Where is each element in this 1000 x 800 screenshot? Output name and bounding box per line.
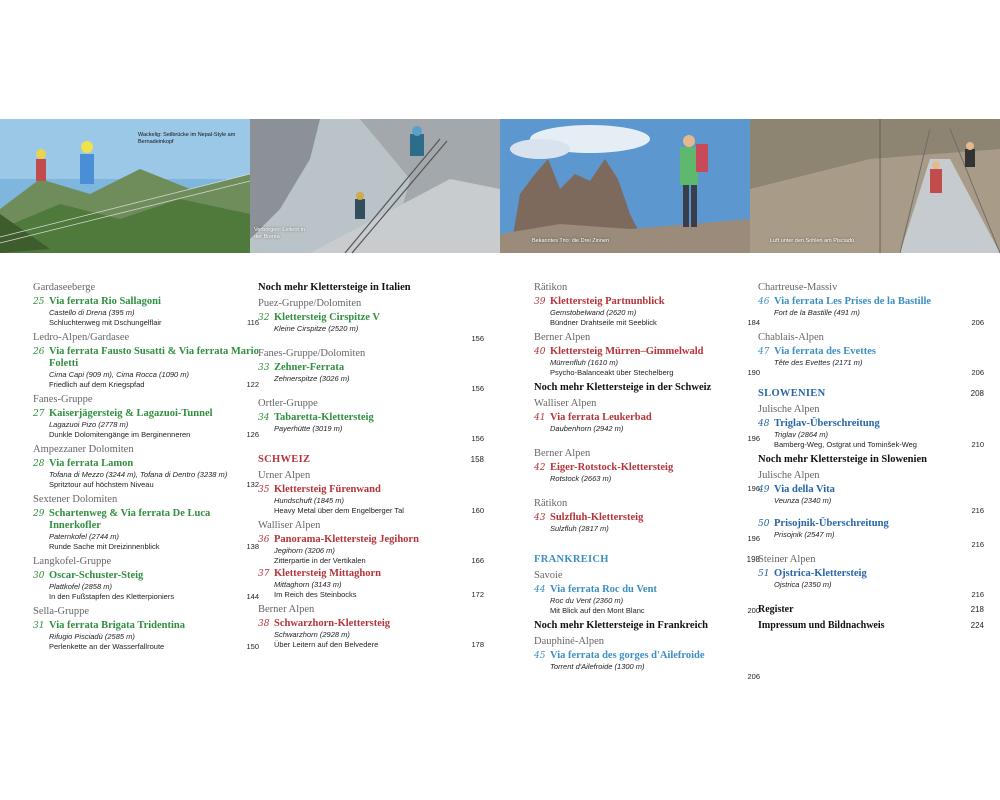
photo-caption: Bekanntes Trio: die Drei Zinnen (532, 238, 610, 244)
toc-entry[interactable] (758, 518, 984, 550)
entry-title-row (258, 618, 484, 630)
entry-number: 41 (534, 413, 546, 423)
entry-description: Runde Sache mit Dreizinnenblick (49, 542, 160, 551)
entry-title-row (534, 296, 760, 308)
entry-summit: Gemstobelwand (2620 m) (550, 308, 637, 317)
entry-number: 30 (33, 571, 45, 581)
entry-title[interactable]: Via ferrata Roc du Vent (550, 584, 657, 595)
entry-page: 156 (471, 334, 484, 343)
entry-description: Bündner Drahtseile mit Seeblick (550, 318, 657, 327)
register-link[interactable] (758, 603, 984, 616)
entry-number: 32 (258, 313, 270, 323)
region-heading: Berner Alpen (534, 448, 591, 459)
entry-title[interactable]: Eiger-Rotstock-Klettersteig (550, 462, 674, 473)
entry-title[interactable]: Klettersteig Mürren–Gimmelwald (550, 346, 704, 357)
entry-title-row (534, 512, 760, 524)
entry-number: 48 (758, 419, 770, 429)
photo-strip (0, 119, 1000, 253)
entry-page: 172 (471, 590, 484, 599)
entry-desc-row (758, 506, 984, 516)
entry-title-row (33, 408, 259, 420)
entry-title-row (258, 412, 484, 424)
entry-page: 196 (747, 434, 760, 443)
entry-summit: Tête des Evettes (2171 m) (774, 358, 863, 367)
entry-description: Mit Blick auf den Mont Blanc (550, 606, 645, 615)
entry-description: Friedlich auf dem Kriegspfad (49, 380, 145, 389)
region-heading: Julische Alpen (758, 404, 820, 415)
photo-ladders (250, 119, 500, 253)
entry-description: Über Leitern auf den Belvedere (274, 640, 379, 649)
entry-number: 42 (534, 463, 546, 473)
entry-title[interactable]: Schartenweg & Via ferrata De Luca Innerkofler (49, 508, 211, 531)
entry-title-row (258, 312, 484, 324)
toc-entry[interactable] (33, 508, 259, 552)
region-heading: Gardaseeberge (33, 282, 96, 293)
region-heading: Berner Alpen (534, 332, 591, 343)
entry-title-row (758, 346, 984, 358)
entry-title-row (534, 412, 760, 424)
entry-summit: Rifugio Pisciadù (2585 m) (49, 632, 135, 641)
entry-number: 43 (534, 513, 546, 523)
toc-entry[interactable] (534, 462, 760, 494)
register-link-page: 218 (970, 605, 984, 614)
entry-desc-row (534, 318, 760, 328)
toc-entry[interactable] (758, 484, 984, 516)
toc-entry[interactable] (758, 418, 984, 450)
entry-desc-row (33, 380, 259, 390)
entry-summit: Zehnerspitze (3026 m) (274, 374, 350, 383)
entry-summit: Mürrenfluh (1610 m) (550, 358, 618, 367)
more-heading: Noch mehr Klettersteige in Slowenien (758, 454, 927, 465)
entry-page: 196 (747, 484, 760, 493)
entry-page: 156 (471, 384, 484, 393)
entry-title-row (33, 296, 259, 308)
entry-page: 196 (747, 534, 760, 543)
entry-summit: Schwarzhorn (2928 m) (274, 630, 350, 639)
entry-summit: Prisojnik (2547 m) (774, 530, 835, 539)
photo-caption: Wackelig: Seilbrücke im Nepal-Style am Bernadeinkopf (138, 132, 236, 145)
entry-number: 33 (258, 363, 270, 373)
region-heading: Walliser Alpen (534, 398, 597, 409)
entry-desc-row (33, 480, 259, 490)
entry-desc-row (258, 640, 484, 650)
entry-page: 150 (246, 642, 259, 651)
entry-desc-row (33, 318, 259, 328)
entry-number: 36 (258, 535, 270, 545)
entry-title[interactable]: Via ferrata Les Prises de la Bastille (774, 296, 932, 307)
entry-summit: Veunza (2340 m) (774, 496, 832, 505)
toc-entry[interactable] (33, 458, 259, 490)
entry-summit: Torrent d'Ailefroide (1300 m) (550, 662, 645, 671)
toc-entry[interactable] (33, 620, 259, 652)
entry-title-row (758, 418, 984, 430)
entry-title[interactable]: Via ferrata des gorges d'Ailefroide (550, 650, 705, 661)
more-heading: Noch mehr Klettersteige in Italien (258, 282, 411, 293)
entry-summit: Ojstrica (2350 m) (774, 580, 832, 589)
entry-desc-row (534, 484, 760, 494)
entry-desc-row (258, 334, 484, 344)
entry-description: Dunkle Dolomitengänge im Berginenneren (49, 430, 191, 439)
entry-number: 26 (33, 347, 45, 357)
toc-entry[interactable] (258, 362, 484, 394)
country-heading[interactable] (758, 387, 984, 400)
country-name[interactable]: SCHWEIZ (258, 454, 311, 465)
entry-description: Spritztour auf höchstem Niveau (49, 480, 154, 489)
entry-title[interactable]: Klettersteig Cirspitze V (274, 312, 380, 323)
entry-desc-row (534, 672, 760, 682)
entry-number: 37 (258, 569, 270, 579)
entry-number: 44 (534, 585, 546, 595)
entry-title-row (534, 650, 760, 662)
toc-entry[interactable] (33, 346, 259, 390)
entry-title-row (33, 458, 259, 470)
entry-title[interactable]: Triglav-Überschreitung (774, 418, 880, 429)
entry-title[interactable]: Klettersteig Fürenwand (274, 484, 381, 495)
toc-entry[interactable] (258, 534, 484, 566)
entry-title-row (758, 484, 984, 496)
entry-number: 46 (758, 297, 770, 307)
entry-desc-row (33, 430, 259, 440)
entry-summit: Sulzfluh (2817 m) (550, 524, 609, 533)
entry-title[interactable]: Schwarzhorn-Klettersteig (274, 618, 391, 629)
region-heading: Ortler-Gruppe (258, 398, 318, 409)
toc-entry[interactable] (258, 312, 484, 344)
toc-entry[interactable] (758, 346, 984, 378)
entry-number: 27 (33, 409, 45, 419)
entry-title[interactable]: Via ferrata des Evettes (774, 346, 876, 357)
region-heading: Rätikon (534, 282, 568, 293)
photo-caption: Luft unter den Sohlen am Pisciadù (770, 238, 855, 244)
region-heading: Dauphiné-Alpen (534, 636, 604, 647)
entry-description: Heavy Metal über dem Engelberger Tal (274, 506, 404, 515)
entry-title-row (534, 346, 760, 358)
entry-number: 51 (758, 569, 770, 579)
entry-page: 144 (246, 592, 259, 601)
entry-desc-row (534, 368, 760, 378)
entry-title-row (758, 518, 984, 530)
entry-title[interactable]: Via della Vita (774, 484, 835, 495)
entry-summit: Tofana di Mezzo (3244 m), Tofana di Dentro (3238 m) (49, 470, 228, 479)
region-heading: Puez-Gruppe/Dolomiten (258, 298, 362, 309)
region-heading: Chartreuse-Massiv (758, 282, 838, 293)
country-page: 158 (470, 455, 484, 464)
photo-caption: Verborgen: Leitern in der Brenta (254, 227, 306, 240)
toc-column-1 (33, 278, 259, 654)
entry-title[interactable]: Via ferrata Leukerbad (550, 412, 652, 423)
entry-description: Psycho-Balanceakt über Stechelberg (550, 368, 674, 377)
entry-page: 200 (747, 606, 760, 615)
entry-page: 206 (971, 368, 984, 377)
region-heading: Steiner Alpen (758, 554, 816, 565)
entry-page: 216 (971, 506, 984, 515)
entry-desc-row (33, 592, 259, 602)
entry-page: 156 (471, 434, 484, 443)
entry-page: 138 (246, 542, 259, 551)
entry-number: 45 (534, 651, 546, 661)
entry-summit: Castello di Drena (395 m) (49, 308, 135, 317)
entry-description: In den Fußstapfen des Kletterpioniers (49, 592, 175, 601)
entry-page: 178 (471, 640, 484, 649)
entry-description: Bamberg-Weg, Ostgrat und Tominšek-Weg (774, 440, 917, 449)
entry-title-row (33, 508, 259, 532)
region-heading: Rätikon (534, 498, 568, 509)
entry-description: Zitterpartie in der Vertikalen (274, 556, 366, 565)
entry-summit: Rotstock (2663 m) (550, 474, 612, 483)
entry-desc-row (33, 542, 259, 552)
entry-number: 31 (33, 621, 45, 631)
toc-entry[interactable] (33, 570, 259, 602)
toc-entry[interactable] (258, 412, 484, 444)
toc-column-2 (258, 278, 484, 652)
country-page: 198 (746, 555, 760, 564)
toc-entry[interactable] (534, 650, 760, 682)
region-heading: Fanes-Gruppe (33, 394, 93, 405)
toc-entry[interactable] (258, 618, 484, 650)
entry-page: 160 (471, 506, 484, 515)
region-heading: Sella-Gruppe (33, 606, 89, 617)
entry-title-row (258, 568, 484, 580)
entry-number: 50 (758, 519, 770, 529)
entry-summit: Payerhütte (3019 m) (274, 424, 343, 433)
entry-number: 38 (258, 619, 270, 629)
region-heading: Berner Alpen (258, 604, 315, 615)
entry-page: 216 (971, 590, 984, 599)
entry-page: 190 (747, 368, 760, 377)
entry-description: Perlenkette an der Wasserfallroute (49, 642, 165, 651)
toc-entry[interactable] (33, 296, 259, 328)
entry-desc-row (758, 590, 984, 600)
entry-description: Im Reich des Steinbocks (274, 590, 357, 599)
entry-summit: Fort de la Bastille (491 m) (774, 308, 860, 317)
region-heading: Sextener Dolomiten (33, 494, 118, 505)
entry-desc-row (33, 642, 259, 652)
entry-title-row (33, 570, 259, 582)
entry-number: 25 (33, 297, 45, 307)
entry-desc-row (534, 534, 760, 544)
entry-desc-row (258, 384, 484, 394)
country-heading[interactable] (258, 453, 484, 466)
more-heading: Noch mehr Klettersteige in der Schweiz (534, 382, 712, 393)
entry-title-row (534, 462, 760, 474)
pisciadu-bridge-image (750, 119, 1000, 253)
entry-title-row (33, 620, 259, 632)
entry-page: 206 (971, 318, 984, 327)
entry-page: 184 (747, 318, 760, 327)
entry-title[interactable]: Sulzfluh-Klettersteig (550, 512, 644, 523)
entry-page: 166 (471, 556, 484, 565)
impressum-link[interactable] (758, 619, 984, 632)
toc-entry[interactable] (534, 512, 760, 544)
entry-summit: Paternkofel (2744 m) (49, 532, 120, 541)
toc-entry[interactable] (758, 296, 984, 328)
entry-number: 28 (33, 459, 45, 469)
entry-number: 34 (258, 413, 270, 423)
entry-desc-row (258, 506, 484, 516)
region-heading: Savoie (534, 570, 563, 581)
region-heading: Walliser Alpen (258, 520, 321, 531)
impressum-link-page: 224 (970, 621, 984, 630)
entry-title[interactable]: Via ferrata Lamon (49, 458, 134, 469)
entry-desc-row (534, 606, 760, 616)
photo-pisciadu-bridge (750, 119, 1000, 253)
more-heading: Noch mehr Klettersteige in Frankreich (534, 620, 708, 631)
entry-desc-row (758, 540, 984, 550)
entry-summit: Jegihorn (3206 m) (274, 546, 335, 555)
entry-number: 35 (258, 485, 270, 495)
entry-summit: Roc du Vent (2360 m) (550, 596, 624, 605)
entry-summit: Cima Capi (909 m), Cima Rocca (1090 m) (49, 370, 190, 379)
entry-desc-row (758, 318, 984, 328)
entry-page: 116 (247, 318, 259, 327)
region-heading: Ampezzaner Dolomiten (33, 444, 134, 455)
entry-page: 122 (246, 380, 259, 389)
region-heading: Ledro-Alpen/Gardasee (33, 332, 130, 343)
entry-page: 132 (246, 480, 259, 489)
entry-title[interactable]: Panorama-Klettersteig Jegihorn (274, 534, 419, 545)
toc-entry[interactable] (534, 346, 760, 378)
country-page: 208 (970, 389, 984, 398)
entry-summit: Mittaghorn (3143 m) (274, 580, 342, 589)
entry-desc-row (758, 368, 984, 378)
entry-page: 126 (246, 430, 259, 439)
entry-title[interactable]: Tabaretta-Klettersteig (274, 412, 374, 423)
entry-title[interactable]: Via ferrata Fausto Susatti & Via ferrata Mario Foletti (49, 346, 259, 369)
toc-entry[interactable] (534, 412, 760, 444)
entry-description: Schluchtenweg mit Dschungelflair (49, 318, 162, 327)
region-heading: Langkofel-Gruppe (33, 556, 112, 567)
entry-title[interactable]: Via ferrata Brigata Tridentina (49, 620, 185, 631)
entry-page: 210 (971, 440, 984, 449)
region-heading: Julische Alpen (758, 470, 820, 481)
entry-title[interactable]: Klettersteig Mittaghorn (274, 568, 382, 579)
entry-title-row (33, 346, 259, 370)
entry-page: 216 (971, 540, 984, 549)
toc-column-3 (534, 278, 760, 684)
toc-entry[interactable] (258, 484, 484, 516)
region-heading: Chablais-Alpen (758, 332, 824, 343)
entry-title-row (258, 484, 484, 496)
entry-title-row (258, 362, 484, 374)
entry-number: 40 (534, 347, 546, 357)
entry-desc-row (534, 434, 760, 444)
toc-entry[interactable] (534, 584, 760, 616)
toc-entry[interactable] (758, 568, 984, 600)
entry-number: 39 (534, 297, 546, 307)
photo-rope-bridge (0, 119, 250, 253)
entry-summit: Plattkofel (2858 m) (49, 582, 112, 591)
entry-summit: Triglav (2864 m) (774, 430, 829, 439)
region-heading: Fanes-Gruppe/Dolomiten (258, 348, 366, 359)
register-link-label[interactable]: Register (758, 604, 794, 615)
toc-entry[interactable] (258, 568, 484, 600)
entry-summit: Lagazuoi Pizo (2778 m) (49, 420, 129, 429)
entry-title[interactable]: Via ferrata Rio Sallagoni (49, 296, 161, 307)
country-heading[interactable] (534, 553, 760, 566)
entry-title-row (258, 534, 484, 546)
entry-number: 47 (758, 347, 770, 357)
region-heading: Urner Alpen (258, 470, 311, 481)
country-name[interactable]: SLOWENIEN (758, 388, 826, 399)
entry-desc-row (258, 590, 484, 600)
country-name[interactable]: FRANKREICH (534, 554, 609, 565)
drei-zinnen-image (500, 119, 750, 253)
entry-summit: Kleine Cirspitze (2520 m) (274, 324, 359, 333)
entry-summit: Hundschuft (1845 m) (274, 496, 345, 505)
entry-page: 206 (747, 672, 760, 681)
entry-title[interactable]: Ojstrica-Klettersteig (774, 568, 867, 579)
entry-title-row (758, 568, 984, 580)
entry-title[interactable]: Oscar-Schuster-Steig (49, 570, 144, 581)
entry-title-row (758, 296, 984, 308)
entry-title[interactable]: Prisojnik-Überschreitung (774, 518, 889, 529)
toc-column-4 (758, 278, 984, 635)
entry-number: 29 (33, 509, 45, 519)
entry-summit: Daubenhorn (2942 m) (550, 424, 624, 433)
entry-desc-row (258, 434, 484, 444)
entry-number: 49 (758, 485, 770, 495)
entry-title[interactable]: Klettersteig Partnunblick (550, 296, 665, 307)
photo-drei-zinnen (500, 119, 750, 253)
toc-entry[interactable] (33, 408, 259, 440)
entry-desc-row (258, 556, 484, 566)
entry-title[interactable]: Zehner-Ferrata (274, 362, 345, 373)
toc-entry[interactable] (534, 296, 760, 328)
impressum-link-label[interactable]: Impressum und Bildnachweis (758, 620, 885, 631)
entry-title[interactable]: Kaiserjägersteig & Lagazuoi-Tunnel (49, 408, 213, 419)
entry-desc-row (758, 440, 984, 450)
entry-title-row (534, 584, 760, 596)
